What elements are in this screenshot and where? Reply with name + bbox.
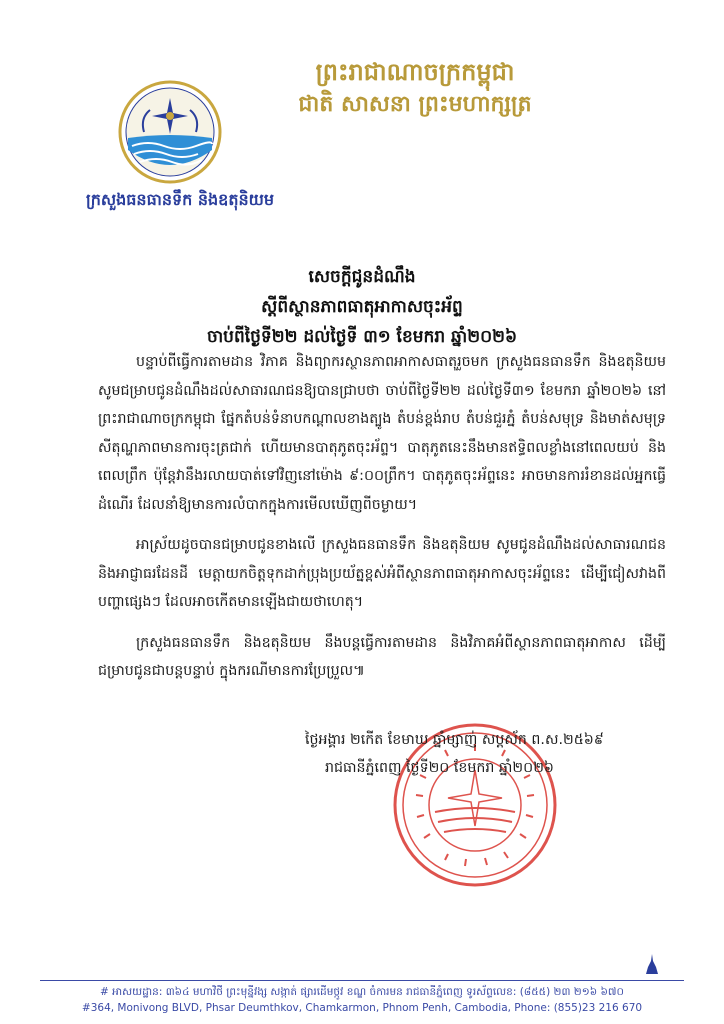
solar-date: រាជធានីភ្នំពេញ ថ្ងៃទី២០ ខែមករា ឆ្នាំ២០២៦: [325, 760, 554, 776]
motto-line-2: ជាតិ សាសនា ព្រះមហាក្សត្រ: [298, 92, 532, 117]
ministry-seal-icon: [118, 80, 222, 184]
body-paragraph-2: អាស្រ័យដូចបានជម្រាបជូនខាងលើ ក្រសួងធនធានទឹក និងឧតុនិយម សូមជូនដំណឹងដល់សាធារណជន និងអាជ្ញាធរដែនដី មេត្តាយកចិត្តទុកដាក់ប្រុងប្រយ័ត្នខ្ពស់អំពីស្ថានភាពធាតុអាកាសចុះអ័ព្ទនេះ ដើម្បីជៀសវាងពីបញ្ហាផ្សេងៗ ដែលអាចកើតមានឡើងជាយថាហេតុ។: [98, 537, 666, 610]
footer-divider: [40, 980, 684, 981]
footer-address-khmer: # អាសយដ្ឋាន: ៣៦៤ មហាវិថី ព្រះមុន្នីវង្ស សង្កាត់ ផ្សារដើមថ្កូវ ខណ្ឌ ចំការមន រាជធានីភ្នំពេញ ទូរស័ព្ទលេខ: (៨៥៥) ២៣ ២១៦ ៦៧០: [100, 986, 624, 998]
footer-emblem-icon: [644, 953, 660, 975]
body-paragraph-1: បន្ទាប់ពីធ្វើការតាមដាន វិភាគ និងព្យាករស្ថានភាពអាកាសធាតុរួចមក ក្រសួងធនធានទឹក និងឧតុនិយម សូមជម្រាបជូនដំណឹងដល់សាធារណជនឱ្យបានជ្រាបថា ចាប់ពីថ្ងៃទី២២ ដល់ថ្ងៃទី៣១ ខែមករា ឆ្នាំ២០២៦ នៅព្រះរាជាណាចក្រកម្ពុជា ផ្នែកតំបន់ទំនាបកណ្តាលខាងត្បូង តំបន់ខ្ពង់រាប តំបន់ជួរភ្នំ តំបន់សមុទ្រ និងមាត់សមុទ្រ សីតុណ្ហភាពមានការចុះត្រជាក់ ហើយមានបាតុភូតចុះអ័ព្ទ។ បាតុភូតនេះនឹងមានឥទ្ធិពលខ្លាំងនៅពេលយប់ និងពេលព្រឹក ប៉ុន្តែវានឹងរលាយបាត់ទៅវិញនៅម៉ោង ៩:០០ព្រឹក។ បាតុភូតចុះអ័ព្ទនេះ អាចមានការរំខានដល់អ្នកធ្វើដំណើរ ដែលនាំឱ្យមានការលំបាកក្នុងការមើលឃើញពីចម្ងាយ។: [98, 354, 666, 513]
notice-titles: [180, 262, 544, 352]
notice-period: ចាប់ពីថ្ងៃទី២២ ដល់ថ្ងៃទី ៣១ ខែមករា ឆ្នាំ២០២៦: [206, 327, 518, 347]
ministry-name: ក្រសួងធនធានទឹក និងឧតុនិយម: [85, 190, 275, 209]
date-block: [305, 726, 655, 782]
motto-line-1: ព្រះរាជាណាចក្រកម្ពុជា: [315, 58, 515, 86]
notice-body: [98, 348, 666, 698]
notice-title: សេចក្តីជូនដំណឹង: [308, 267, 416, 287]
lunar-date: ថ្ងៃអង្គារ ២កើត ខែមាឃ ឆ្នាំម្សាញ់ សប្តស័ក ព.ស.២៥៦៩: [305, 732, 604, 748]
footer-address: [40, 984, 684, 1016]
body-paragraph-3: ក្រសួងធនធានទឹក និងឧតុនិយម នឹងបន្តធ្វើការតាមដាន និងវិភាគអំពីស្ថានភាពធាតុអាកាស ដើម្បីជម្រាបជូនជាបន្តបន្ទាប់ ក្នុងករណីមានការប្រែប្រួល៕: [98, 634, 666, 679]
kingdom-motto: [270, 55, 560, 121]
notice-subject: ស្តីពីស្ថានភាពធាតុអាកាសចុះអ័ព្ទ: [261, 297, 463, 317]
footer-address-english: #364, Monivong BLVD, Phsar Deumthkov, Chamkarmon, Phnom Penh, Cambodia, Phone: (855)23 216 670: [81, 1002, 643, 1014]
